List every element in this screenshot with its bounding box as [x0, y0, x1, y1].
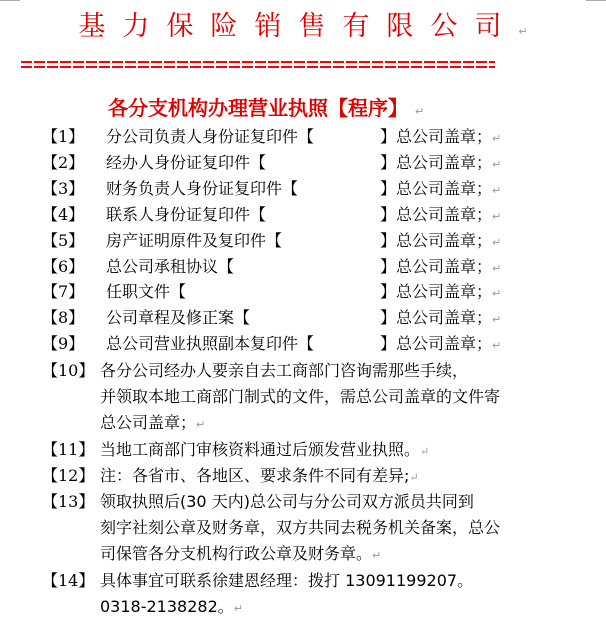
- paragraph-mark: ↵: [492, 209, 502, 223]
- item-tail: 】总公司盖章；: [380, 152, 493, 172]
- item-text-line: 总公司盖章；: [100, 413, 197, 432]
- item-number: 【8】: [42, 308, 85, 328]
- list-item: [42, 254, 582, 280]
- item-text-line: 刻字社刻公章及财务章，双方共同去税务机关备案，总公: [100, 518, 501, 537]
- item-tail: 】总公司盖章；: [380, 256, 493, 276]
- item-text-line: 具体事宜可联系徐建恩经理：拨打 13091199207。: [100, 570, 474, 590]
- item-tail: 】总公司盖章；: [380, 334, 493, 354]
- item-number: 【5】: [42, 230, 85, 250]
- item-number: 【1】: [42, 127, 85, 146]
- item-number: 【9】: [42, 334, 85, 354]
- list-item: [42, 331, 582, 357]
- item-tail: 】总公司盖章；: [380, 230, 493, 250]
- item-text: 财务负责人身份证复印件【: [106, 178, 299, 198]
- item-tail: 】总公司盖章；: [380, 282, 493, 302]
- page-corner-mark: [586, 0, 606, 1]
- paragraph-mark: ↵: [196, 418, 206, 431]
- item-number: 【13】: [42, 492, 95, 511]
- item-number: 【3】: [42, 178, 85, 198]
- item-number: 【11】: [42, 439, 95, 459]
- document-subtitle: [108, 92, 424, 121]
- paragraph-mark: ↵: [492, 261, 502, 275]
- list-item: [42, 124, 582, 150]
- paragraph-mark: ↵: [492, 313, 502, 327]
- item-text-line: 并领取本地工商部门制式的文件，需总公司盖章的文件寄: [100, 387, 501, 406]
- item-number: 【14】: [42, 570, 95, 590]
- item-text: 公司章程及修正案【: [106, 308, 251, 328]
- list-item: [42, 228, 582, 254]
- item-text: 总公司营业执照副本复印件【: [106, 334, 315, 354]
- paragraph-mark: ↵: [372, 549, 382, 562]
- item-tail: 】总公司盖章；: [380, 127, 493, 146]
- item-text: 总公司承租协议【: [106, 256, 235, 276]
- list-item: [42, 305, 582, 331]
- item-text-line: 司保管各分支机构行政公章及财务章。: [100, 544, 373, 563]
- paragraph-mark: ↵: [414, 105, 425, 118]
- item-number: 【6】: [42, 256, 85, 276]
- list-item: [42, 358, 562, 438]
- item-number: 【4】: [42, 204, 85, 224]
- page-corner-mark: [0, 0, 20, 1]
- item-text-line: 当地工商部门审核资料通过后颁发营业执照。: [100, 439, 421, 459]
- item-number: 【7】: [42, 282, 85, 302]
- list-item: [42, 437, 562, 465]
- item-text-line: 注：各省市、各地区、要求条件不同有差异;: [100, 465, 410, 485]
- list-item: [42, 150, 582, 176]
- paragraph-mark: ↵: [492, 132, 502, 145]
- item-text: 联系人身份证复印件【: [106, 204, 267, 224]
- item-tail: 】总公司盖章；: [380, 204, 493, 224]
- paragraph-mark: ↵: [492, 339, 502, 353]
- list-item: [42, 279, 582, 305]
- item-text: 房产证明原件及复印件【: [106, 230, 283, 250]
- paragraph-mark: ↵: [420, 444, 430, 458]
- item-number: 【2】: [42, 152, 85, 172]
- item-text: 经办人身份证复印件【: [106, 152, 267, 172]
- item-number: 【10】: [42, 361, 95, 380]
- company-name: 基力保险销售有限公司: [78, 11, 519, 42]
- paragraph-mark: ↵: [409, 470, 419, 484]
- item-text: 分公司负责人身份证复印件【: [106, 127, 315, 146]
- list-item: [42, 463, 562, 491]
- subtitle-text: 各分支机构办理营业执照【程序】: [108, 96, 408, 120]
- list-item: [42, 489, 562, 569]
- paragraph-mark: ↵: [492, 287, 502, 301]
- paragraph-mark: ↵: [233, 601, 243, 615]
- item-text-line: 各分公司经办人要亲自去工商部门咨询需那些手续，: [100, 361, 469, 380]
- item-tail: 】总公司盖章；: [380, 308, 493, 328]
- paragraph-mark: ↵: [518, 25, 528, 38]
- list-item: [42, 568, 562, 622]
- item-tail: 】总公司盖章；: [380, 178, 493, 198]
- paragraph-mark: ↵: [492, 157, 502, 171]
- company-title: [0, 4, 606, 43]
- item-text-line: 0318-2138282。: [100, 596, 234, 616]
- item-number: 【12】: [42, 465, 95, 485]
- list-item: [42, 202, 582, 228]
- item-text: 任职文件【: [106, 282, 187, 302]
- paragraph-mark: ↵: [492, 183, 502, 197]
- paragraph-mark: ↵: [492, 235, 502, 249]
- item-text-line: 领取执照后(30 天内)总公司与分公司双方派员共同到: [100, 492, 474, 511]
- list-item: [42, 176, 582, 202]
